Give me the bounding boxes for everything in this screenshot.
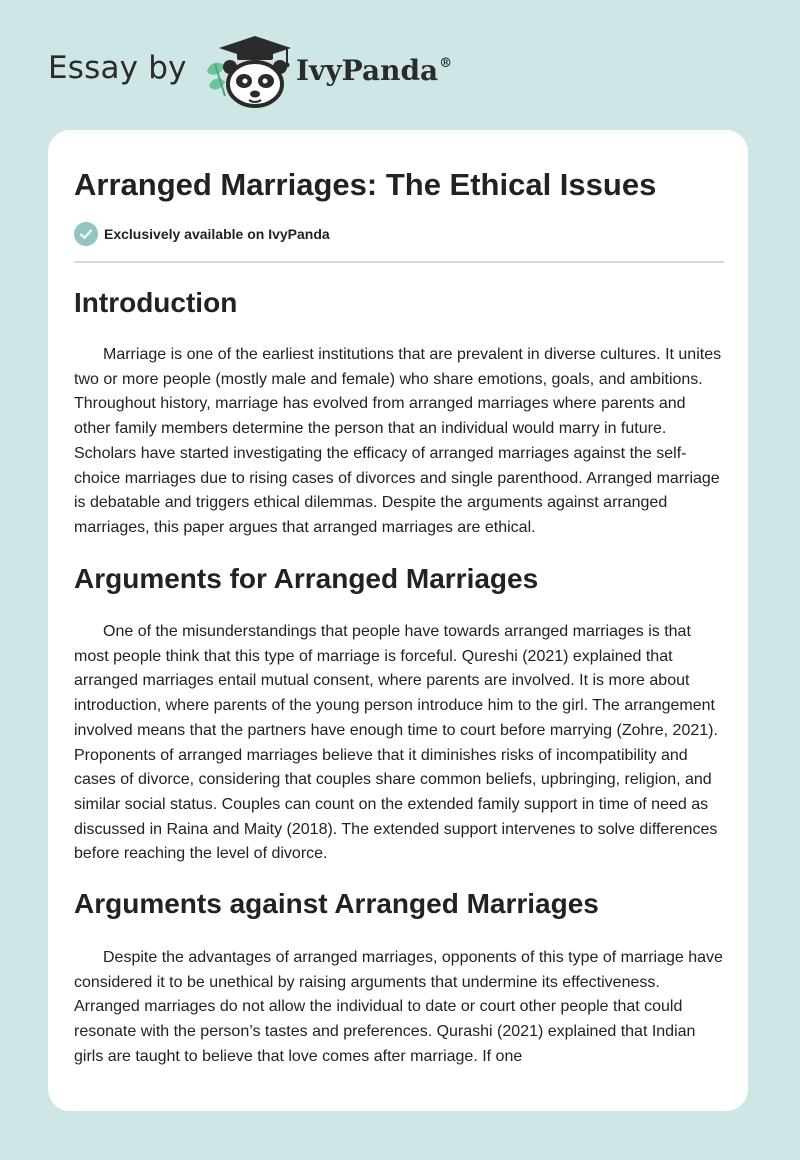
essay-by-label: Essay by (48, 50, 187, 86)
section-paragraph: Marriage is one of the earliest institutions that are prevalent in diverse cultures. It unites two or more people (mostly male and female) who share emotions, goals, and ambitions. Throughout history, marriage has evolved from arranged marriages where parents and other family members determine the person that an individual would marry in future. Scholars have started investigating the efficacy of arranged marriages against the self-choice marriages due to rising cases of divorces and single parenthood. Arranged marriage is debatable and triggers ethical dilemmas. Despite the arguments against arranged marriages, this paper argues that arranged marriages are ethical. (74, 346, 722, 536)
brand-name[interactable]: IvyPanda® (296, 54, 453, 87)
section-heading: Arguments for Arranged Marriages (74, 563, 539, 594)
leaf-icon (207, 63, 225, 96)
section-heading: Introduction (74, 287, 238, 318)
section-paragraph: One of the misunderstandings that people have towards arranged marriages is that most people think that this type of marriage is forceful. Qureshi (2021) explained that arranged marriages entail mutual consent, where parents are involved. It is more about introduction, where parents of the young person introduce him to the girl. The arrangement involved means that the partners have enough time to court before marrying (Zohre, 2021). Proponents of arranged marriages believe that it diminishes risks of incompatibility and cases of divorce, considering that couples share common beliefs, upbringing, religion, and similar social status. Couples can count on the extended family support in time of need as discussed in Raina and Maity (2018). The extended support intervenes to solve differences before reaching the level of divorce. (74, 623, 718, 863)
article-card (48, 130, 748, 1111)
panda-logo-icon[interactable] (203, 34, 291, 110)
badge-label: Exclusively available on IvyPanda (104, 226, 330, 242)
exclusive-badge (74, 222, 330, 246)
site-header (48, 30, 648, 110)
page-title: Arranged Marriages: The Ethical Issues (74, 167, 657, 202)
section-heading: Arguments against Arranged Marriages (74, 888, 599, 919)
check-icon (74, 222, 98, 246)
section-paragraph: Despite the advantages of arranged marriages, opponents of this type of marriage have considered it to be unethical by raising arguments that undermine its effectiveness. Arranged marriages do not allow the individual to date or court other people that could resonate with the person’s tastes and preferences. Qurashi (2021) explained that Indian girls are taught to believe that love comes after marriage. If one (74, 949, 723, 1065)
divider (74, 261, 724, 263)
